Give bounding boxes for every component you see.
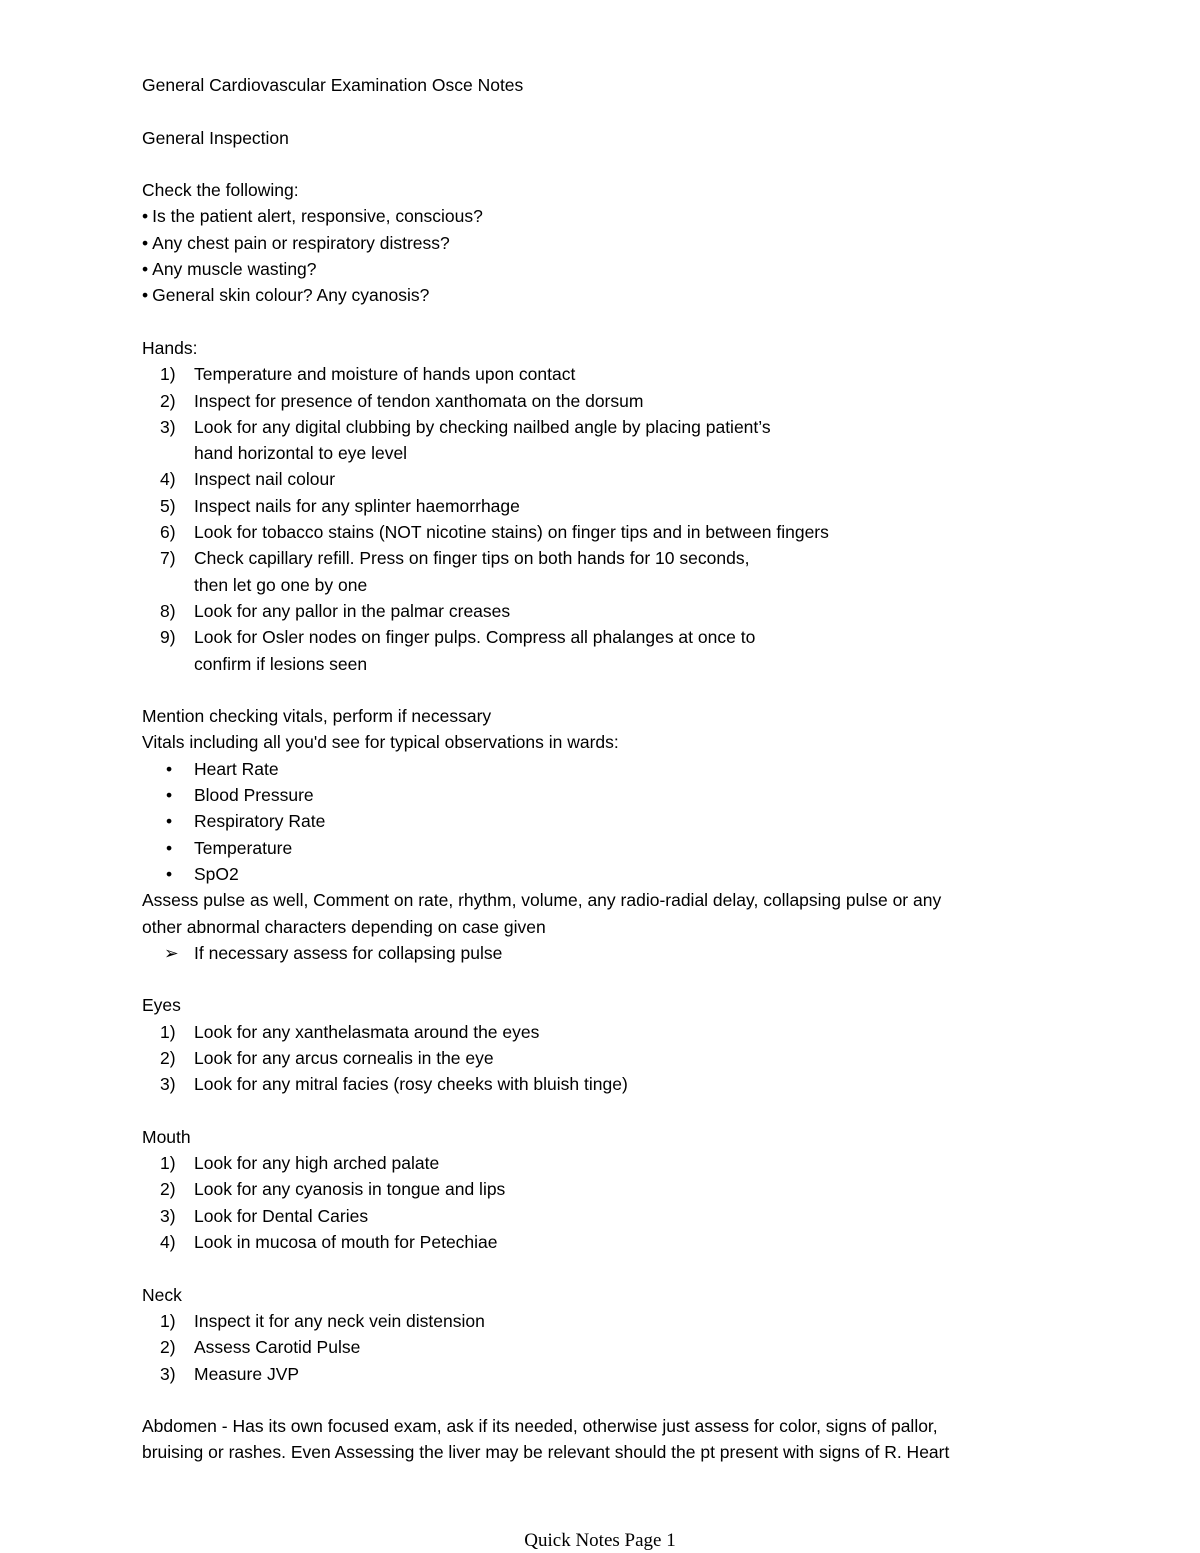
neck-list [142,1308,1072,1387]
list-item: 4) Look in mucosa of mouth for Petechiae [160,1232,498,1253]
bullet-glyph: • [142,285,149,306]
document-page [142,72,1072,1466]
list-item: 8) Look for any pallor in the palmar creases [160,600,511,621]
list-item: 5) Inspect nails for any splinter haemorrhage [160,495,520,516]
page-title: General Cardiovascular Examination Osce Notes [142,75,524,95]
bullet-glyph: • [142,232,149,253]
list-item: • Respiratory Rate [142,808,1072,834]
list-item: • Temperature [142,835,1072,861]
pulse-paragraph-line: Assess pulse as well, Comment on rate, rhythm, volume, any radio-radial delay, collapsing pulse or any [142,890,942,911]
vitals-list [142,756,1072,887]
hands-list [142,361,1072,677]
list-item: 4) Inspect nail colour [160,469,336,490]
section-heading-general-inspection: General Inspection [142,127,289,148]
list-item: 1) Temperature and moisture of hands upon contact [160,364,576,385]
list-item: 6) Look for tobacco stains (NOT nicotine stains) on finger tips and in between fingers [160,522,829,543]
vitals-intro: Mention checking vitals, perform if necessary [142,706,492,727]
list-item: • SpO2 [142,861,1072,887]
arrow-bullet-icon: ➢ [164,942,179,963]
eyes-list [142,1019,1072,1098]
abdomen-paragraph-line: Abdomen - Has its own focused exam, ask if its needed, otherwise just assess for color, signs of pallor, [142,1416,938,1437]
list-item: 3) Look for any digital clubbing by checking nailbed angle by placing patient’s [160,416,771,437]
page-footer: Quick Notes Page 1 [524,1530,676,1551]
list-item: 1) Look for any xanthelasmata around the eyes [160,1021,540,1042]
mouth-list [142,1150,1072,1255]
section-heading-neck: Neck [142,1284,182,1305]
list-item: 3) Look for Dental Caries [160,1205,369,1226]
list-item: • Any muscle wasting? [142,259,317,280]
list-item: 7) Check capillary refill. Press on finger tips on both hands for 10 seconds, [160,548,750,569]
section-heading-mouth: Mouth [142,1126,191,1147]
list-item-continuation: then let go one by one [194,574,368,595]
vitals-description: Vitals including all you'd see for typical observations in wards: [142,732,619,753]
abdomen-paragraph-line: bruising or rashes. Even Assessing the liver may be relevant should the pt present with signs of R. Heart [142,1442,950,1463]
bullet-glyph: • [166,758,173,779]
list-item: • Any chest pain or respiratory distress? [142,232,450,253]
list-item-continuation: hand horizontal to eye level [194,443,408,464]
bullet-glyph: • [166,785,173,806]
list-item: • Blood Pressure [142,782,1072,808]
list-item-continuation: confirm if lesions seen [194,653,368,674]
list-item: 9) Look for Osler nodes on finger pulps. Compress all phalanges at once to [160,627,756,648]
list-item: 3) Measure JVP [160,1363,300,1384]
pulse-paragraph-line: other abnormal characters depending on case given [142,916,546,937]
section-heading-hands: Hands: [142,337,198,358]
bullet-glyph: • [142,259,149,280]
bullet-glyph: • [142,206,149,227]
arrow-list-item: ➢ If necessary assess for collapsing pulse [142,940,1072,966]
section-heading-eyes: Eyes [142,995,181,1016]
list-item: 3) Look for any mitral facies (rosy cheeks with bluish tinge) [160,1074,628,1095]
list-item: 2) Assess Carotid Pulse [160,1337,361,1358]
list-item: • Heart Rate [142,756,1072,782]
list-item: 1) Look for any high arched palate [160,1153,440,1174]
bullet-glyph: • [166,863,173,884]
list-item: 1) Inspect it for any neck vein distension [160,1310,485,1331]
list-item: • General skin colour? Any cyanosis? [142,285,430,306]
list-item: • Is the patient alert, responsive, conscious? [142,206,483,227]
list-item: 2) Inspect for presence of tendon xanthomata on the dorsum [160,390,644,411]
bullet-glyph: • [166,811,173,832]
list-item: 2) Look for any cyanosis in tongue and lips [160,1179,506,1200]
bullet-glyph: • [166,837,173,858]
list-item: 2) Look for any arcus cornealis in the eye [160,1047,494,1068]
general-inspection-list [142,203,1072,308]
check-label: Check the following: [142,180,299,201]
